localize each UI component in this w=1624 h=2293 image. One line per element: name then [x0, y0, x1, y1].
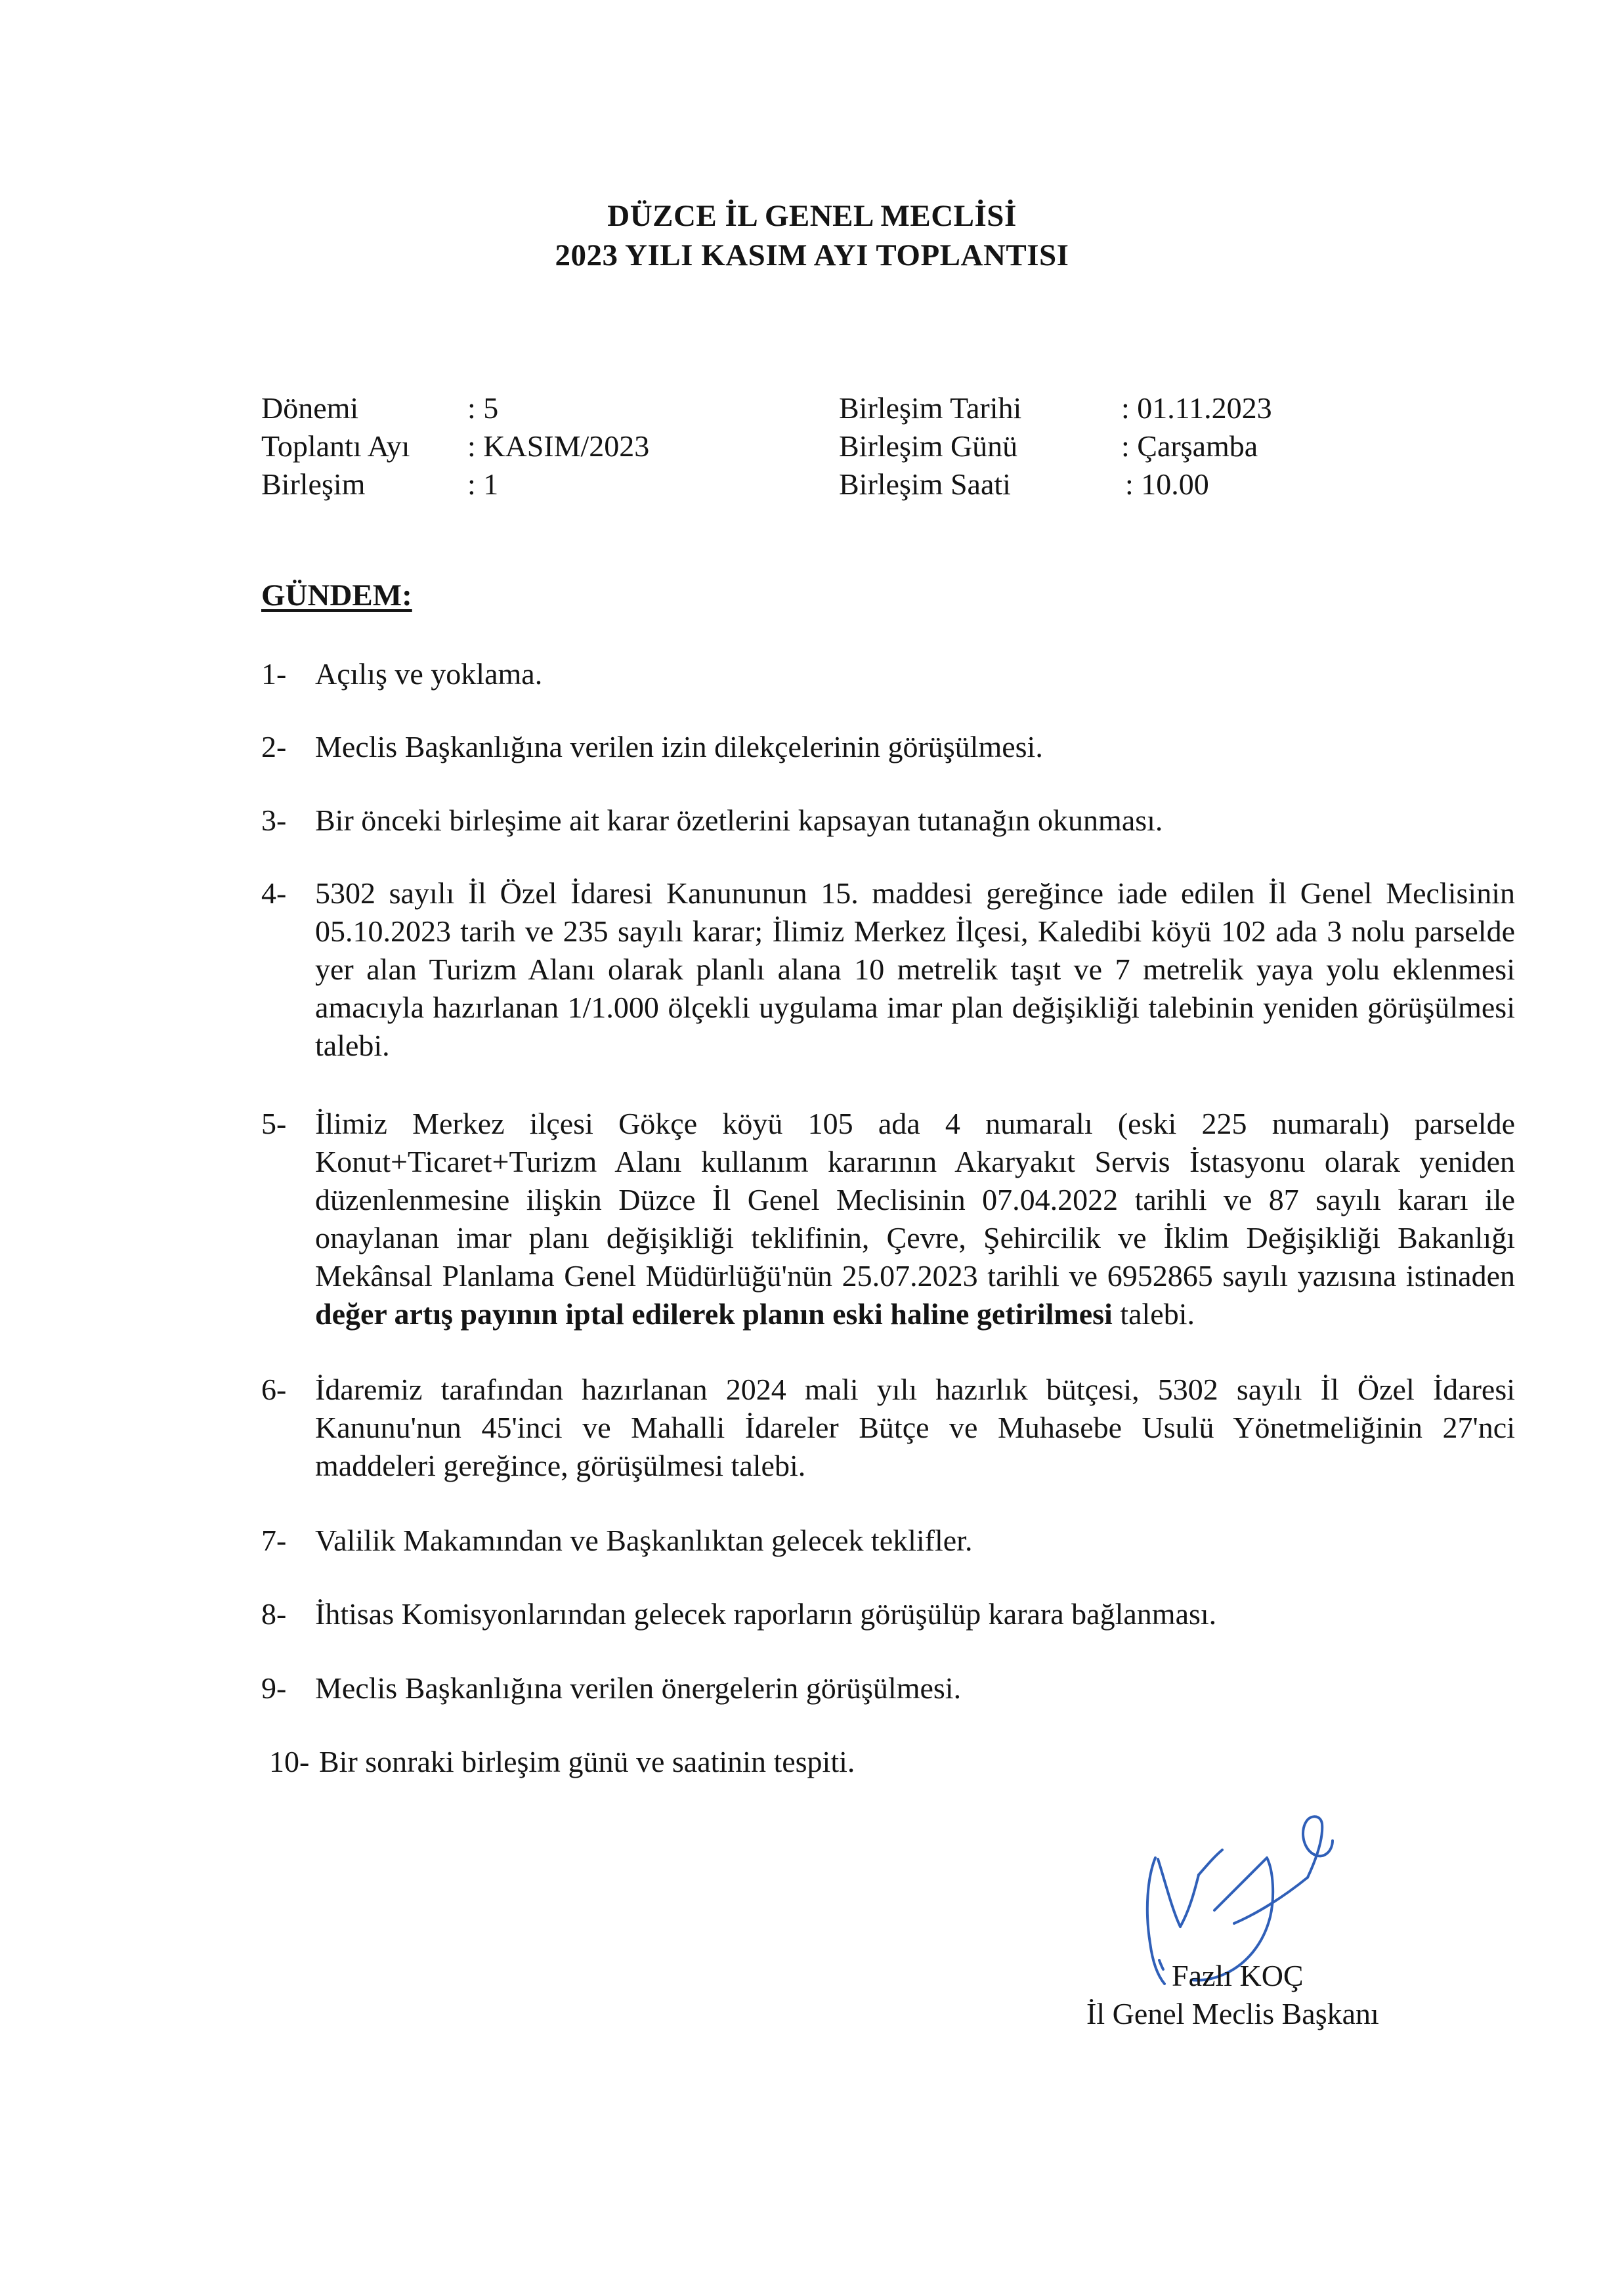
signatory-name: Fazlı KOÇ: [1172, 1959, 1304, 1992]
agenda-item-text: Meclis Başkanlığına verilen izin dilekçelerinin görüşülmesi.: [315, 730, 1043, 763]
agenda-item: [261, 1669, 1515, 1707]
agenda-item: [269, 1743, 1523, 1781]
meta-value-birlesim-gunu: : Çarşamba: [1121, 429, 1258, 463]
signatory-title: İl Genel Meclis Başkanı: [1086, 1997, 1379, 2030]
agenda-item-text: Meclis Başkanlığına verilen önergelerin görüşülmesi.: [315, 1671, 962, 1705]
agenda-title: GÜNDEM:: [261, 578, 412, 612]
agenda-item: [261, 802, 1515, 840]
meta-label-birlesim-saati: Birleşim Saati: [839, 467, 1011, 501]
meta-value-birlesim: : 1: [467, 467, 499, 501]
meta-label-toplanti-ayi: Toplantı Ayı: [261, 429, 410, 463]
meta-label-birlesim-gunu: Birleşim Günü: [839, 429, 1018, 463]
agenda-item-text-part: talebi.: [1112, 1297, 1195, 1331]
agenda-item-text: Valilik Makamından ve Başkanlıktan gelecek teklifler.: [315, 1524, 973, 1557]
agenda-item-text-part: İlimiz Merkez ilçesi Gökçe köyü 105 ada 4 numaralı (eski 225 numaralı) parselde Konut+Ticaret+Turizm Alanı kullanım kararının Akaryakıt Servis İstasyonu olarak yeniden düzenlenmesine ilişkin Düzce İl Genel Meclisinin 07.04.2022 tarihli ve 87 sayılı kararı ile onaylanan imar planı değişikliği teklifinin, Çevre, Şehircilik ve İklim Değişikliği Bakanlığı Mekânsal Planlama Genel Müdürlüğü'nün 25.07.2023 tarihli ve 6952865 sayılı yazısına istinaden: [315, 1107, 1515, 1293]
agenda-item-number: 10-: [269, 1745, 310, 1778]
agenda-item: [261, 655, 1515, 693]
document-subtitle: 2023 YILI KASIM AYI TOPLANTISI: [555, 238, 1069, 272]
agenda-item-text: Açılış ve yoklama.: [315, 657, 543, 691]
agenda-item-text-bold: değer artış payının iptal edilerek planın eski haline getirilmesi: [315, 1297, 1113, 1331]
agenda-item-number: 6-: [261, 1373, 287, 1406]
agenda-item-text: İhtisas Komisyonlarından gelecek raporların görüşülüp karara bağlanması.: [315, 1597, 1217, 1631]
agenda-item-number: 9-: [261, 1671, 287, 1705]
meta-label-birlesim-tarihi: Birleşim Tarihi: [839, 391, 1022, 425]
agenda-item-number: 1-: [261, 657, 287, 691]
agenda-item-text: İdaremiz tarafından hazırlanan 2024 mali yılı hazırlık bütçesi, 5302 sayılı İl Özel İdaresi Kanunu'nun 45'inci ve Mahalli İdareler Bütçe ve Muhasebe Usulü Yönetmeliğinin 27'nci maddeleri gereğince, görüşülmesi talebi.: [315, 1373, 1515, 1482]
agenda-item: [261, 728, 1515, 766]
meta-value-birlesim-saati: : 10.00: [1125, 467, 1209, 501]
agenda-item-number: 4-: [261, 876, 287, 910]
agenda-item: [261, 1371, 1515, 1485]
agenda-item-text: [315, 1105, 1515, 1333]
meta-value-birlesim-tarihi: : 01.11.2023: [1121, 391, 1272, 425]
meta-value-toplanti-ayi: : KASIM/2023: [467, 429, 650, 463]
agenda-item-text: 5302 sayılı İl Özel İdaresi Kanununun 15. maddesi gereğince iade edilen İl Genel Meclisinin 05.10.2023 tarih ve 235 sayılı karar; İlimiz Merkez İlçesi, Kaledibi köyü 102 ada 3 nolu parselde yer alan Turizm Alanı olarak planlı alana 10 metrelik taşıt ve 7 metrelik yaya yolu eklenmesi amacıyla hazırlanan 1/1.000 ölçekli uygulama imar plan değişikliği talebinin yeniden görüşülmesi talebi.: [315, 876, 1515, 1062]
agenda-item-text: Bir sonraki birleşim günü ve saatinin tespiti.: [319, 1745, 855, 1778]
agenda-item: [261, 874, 1515, 1065]
meta-label-birlesim: Birleşim: [261, 467, 366, 501]
agenda-item-number: 7-: [261, 1524, 287, 1557]
document-title: DÜZCE İL GENEL MECLİSİ: [607, 199, 1017, 233]
agenda-item-number: 5-: [261, 1107, 287, 1140]
meta-label-donemi: Dönemi: [261, 391, 359, 425]
agenda-item-text: Bir önceki birleşime ait karar özetlerini kapsayan tutanağın okunması.: [315, 804, 1163, 837]
meta-value-donemi: : 5: [467, 391, 499, 425]
agenda-item-number: 2-: [261, 730, 287, 763]
agenda-item-number: 3-: [261, 804, 287, 837]
agenda-item: [261, 1105, 1515, 1333]
agenda-item: [261, 1522, 1515, 1560]
agenda-item-number: 8-: [261, 1597, 287, 1631]
agenda-item: [261, 1595, 1515, 1633]
